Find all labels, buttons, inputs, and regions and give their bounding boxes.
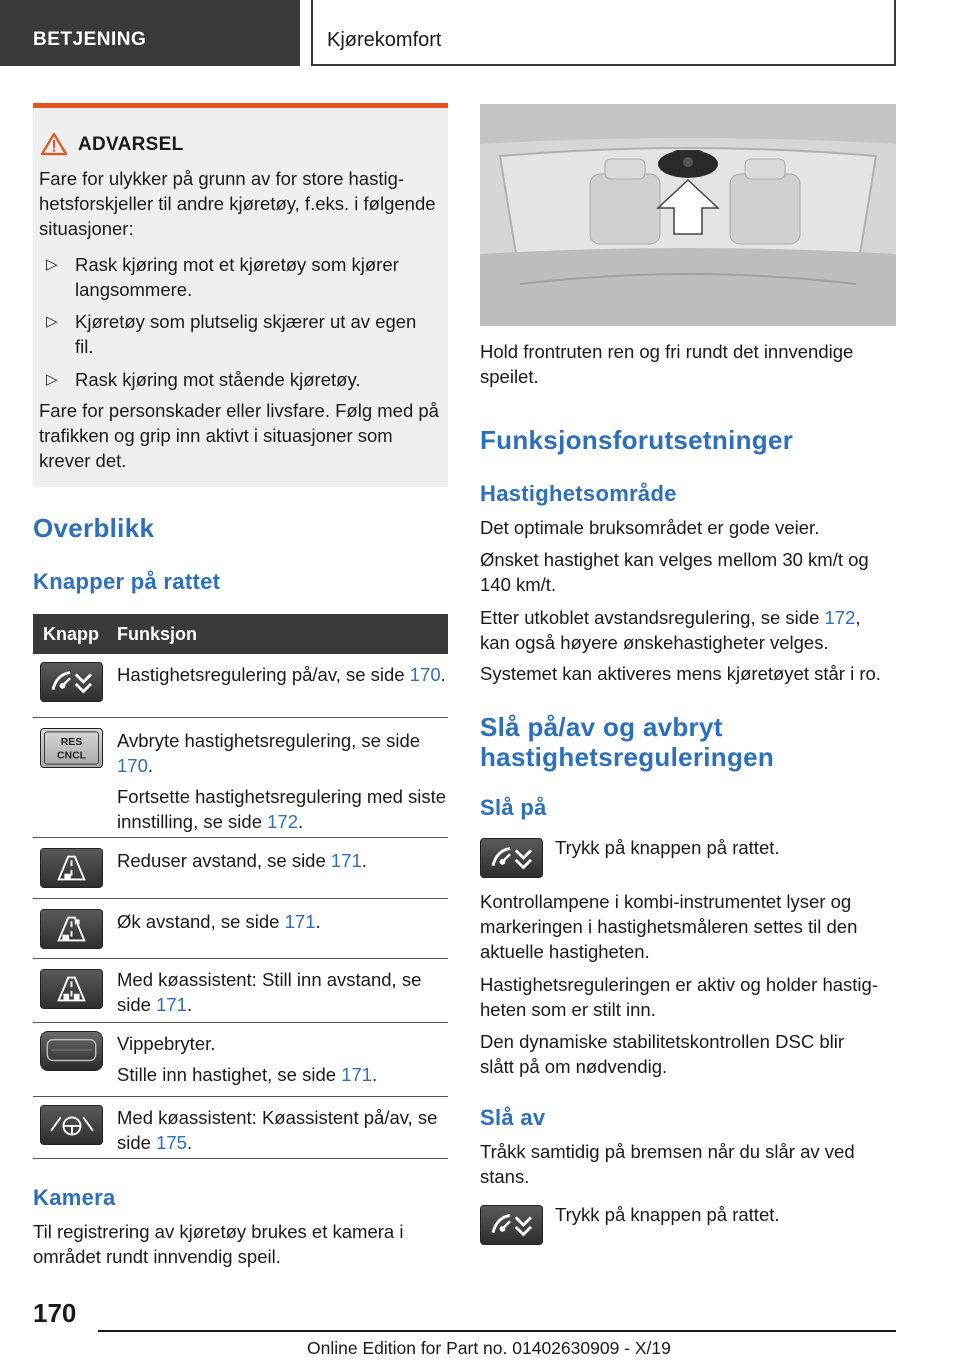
speed-range-heading: Hastighetsområde	[480, 481, 677, 506]
function-text: Hastighetsregulering på/av, se side	[117, 664, 410, 685]
press-instruction: Trykk på knappen på rattet.	[555, 837, 780, 858]
warning-item	[46, 367, 436, 392]
punctuation: .	[298, 811, 304, 832]
warning-item-text: Kjøretøy som plutselig skjærer ut av egen fil.	[75, 311, 417, 357]
res-label: RES	[60, 737, 83, 749]
on-paragraph: Den dynamiske stabilitetskontrollen DSC blir slått på om nødvendig.	[480, 1031, 844, 1077]
speed-paragraph	[480, 605, 895, 655]
increase-distance-icon	[40, 909, 103, 949]
bullet-triangle-icon: ▷	[46, 256, 58, 273]
function-text: Øk avstand, se side	[117, 911, 285, 932]
edition-text: Online Edition for Part no. 01402630909 - X/19	[307, 1338, 671, 1358]
punctuation: .	[372, 1064, 378, 1085]
punctuation: .	[186, 994, 193, 1015]
table-row	[33, 899, 448, 959]
warning-box	[33, 103, 448, 487]
cruise-control-icon	[40, 662, 103, 702]
table-row	[33, 654, 448, 718]
warning-intro: Fare for ulykker på grunn av for store hastighetsforskjeller til andre kjøretøy, f.eks. i følgende situasjoner:	[39, 168, 436, 239]
speed-paragraph: Systemet kan aktiveres mens kjøretøyet står i ro.	[480, 663, 881, 684]
chapter-header	[311, 0, 896, 66]
function-cell	[117, 848, 447, 879]
function-text: Reduser avstand, se side	[117, 850, 331, 871]
punctuation: .	[186, 1132, 193, 1153]
switch-off-heading: Slå av	[480, 1105, 546, 1130]
function-text: Stille inn hastighet, se side	[117, 1064, 342, 1085]
function-cell	[117, 728, 447, 840]
page-ref-link[interactable]: 171	[341, 1064, 373, 1085]
buttons-subheading: Knapper på rattet	[33, 569, 221, 594]
function-text: Fortsette hastighetsregulering med siste innstilling, se side	[117, 786, 447, 832]
punctuation: .	[147, 755, 154, 776]
set-distance-icon	[40, 969, 103, 1009]
warning-outro: Fare for personskader eller livsfare. Følg med på trafikken og grip inn aktivt i situasjoner som krever det.	[39, 400, 439, 471]
overview-heading: Overblikk	[33, 513, 155, 543]
table-row	[33, 718, 448, 838]
paragraph-text: Etter utkoblet avstandsregulering, se side	[480, 607, 825, 628]
section-tab	[0, 0, 300, 66]
table-row	[33, 1097, 448, 1159]
press-instruction: Trykk på knappen på rattet.	[555, 1204, 780, 1225]
function-text: Vippebryter.	[117, 1033, 216, 1054]
heading-line: hastighetsreguleringen	[480, 742, 775, 772]
buttons-table	[33, 614, 448, 1159]
section-label: BETJENING	[33, 29, 147, 50]
speed-paragraph: Det optimale bruksområdet er gode veier.	[480, 517, 820, 538]
rocker-switch-icon	[40, 1031, 103, 1071]
heading-line: Slå på/av og avbryt	[480, 712, 723, 742]
function-cell	[117, 967, 447, 1023]
prerequisites-heading: Funksjonsforutsetninger	[480, 425, 794, 455]
function-text: Med køassistent: Køassistent på/av, se side	[117, 1107, 438, 1153]
page-ref-link[interactable]: 175	[156, 1132, 187, 1153]
photo-caption: Hold frontruten ren og fri rundt det innvendige speilet.	[480, 341, 854, 387]
table-row	[33, 838, 448, 899]
paragraph-text: kan også høyere ønskehastigheter velges.	[480, 632, 829, 653]
function-cell	[117, 1031, 447, 1093]
column-header-function: Funksjon	[117, 624, 197, 644]
chapter-label: Kjørekomfort	[327, 29, 442, 51]
warning-item	[46, 309, 436, 359]
page-ref-link[interactable]: 171	[330, 850, 362, 871]
page-ref-link[interactable]: 171	[284, 911, 316, 932]
function-cell	[117, 909, 447, 940]
traffic-jam-assistant-icon	[40, 1105, 103, 1145]
warning-title: ADVARSEL	[78, 134, 184, 155]
off-paragraph: Tråkk samtidig på bremsen når du slår av ved stans.	[480, 1141, 855, 1187]
function-text: Avbryte hastighetsregulering, se side	[117, 730, 421, 751]
function-text: Med køassistent: Still inn avstand, se side	[117, 969, 422, 1015]
switch-on-heading: Slå på	[480, 795, 547, 820]
cruise-control-icon	[480, 1205, 543, 1245]
punctuation: ,	[855, 607, 861, 628]
warning-triangle-icon	[41, 132, 67, 156]
on-paragraph: Kontrollampene i kombi-instrumentet lyser og markeringen i hastighetsmåleren settes til den aktuelle hastigheten.	[480, 891, 858, 962]
camera-text: Til registrering av kjøretøy brukes et kamera i området rundt innvendig speil.	[33, 1221, 404, 1267]
page-ref-link[interactable]: 172	[267, 811, 299, 832]
punctuation: .	[440, 664, 446, 685]
function-cell	[117, 1105, 447, 1161]
onoff-heading	[480, 712, 774, 772]
camera-photo	[480, 104, 896, 326]
warning-item	[46, 252, 436, 302]
page-ref-link[interactable]: 170	[117, 755, 148, 776]
column-header-button: Knapp	[43, 624, 99, 644]
warning-item-text: Rask kjøring mot et kjøretøy som kjører langsommere.	[75, 254, 399, 300]
reduce-distance-icon	[40, 848, 103, 888]
table-header	[33, 614, 448, 654]
table-row	[33, 1023, 448, 1097]
page-ref-link[interactable]: 172	[824, 607, 856, 628]
camera-heading: Kamera	[33, 1185, 116, 1210]
table-row	[33, 959, 448, 1023]
warning-item-text: Rask kjøring mot stående kjøretøy.	[75, 369, 361, 390]
res-cncl-icon	[40, 728, 103, 768]
on-paragraph: Hastighetsreguleringen er aktiv og holder hastigheten som er stilt inn.	[480, 974, 878, 1020]
punctuation: .	[361, 850, 367, 871]
bullet-triangle-icon: ▷	[46, 313, 58, 330]
function-cell	[117, 662, 447, 693]
page-ref-link[interactable]: 171	[156, 994, 187, 1015]
footer-divider	[98, 1330, 896, 1332]
punctuation: .	[315, 911, 321, 932]
speed-paragraph: Ønsket hastighet kan velges mellom 30 km/t og 140 km/t.	[480, 549, 869, 595]
cncl-label: CNCL	[57, 750, 86, 762]
bullet-triangle-icon: ▷	[46, 371, 58, 388]
page-ref-link[interactable]: 170	[409, 664, 441, 685]
cruise-control-icon	[480, 838, 543, 878]
page-number: 170	[33, 1298, 77, 1328]
